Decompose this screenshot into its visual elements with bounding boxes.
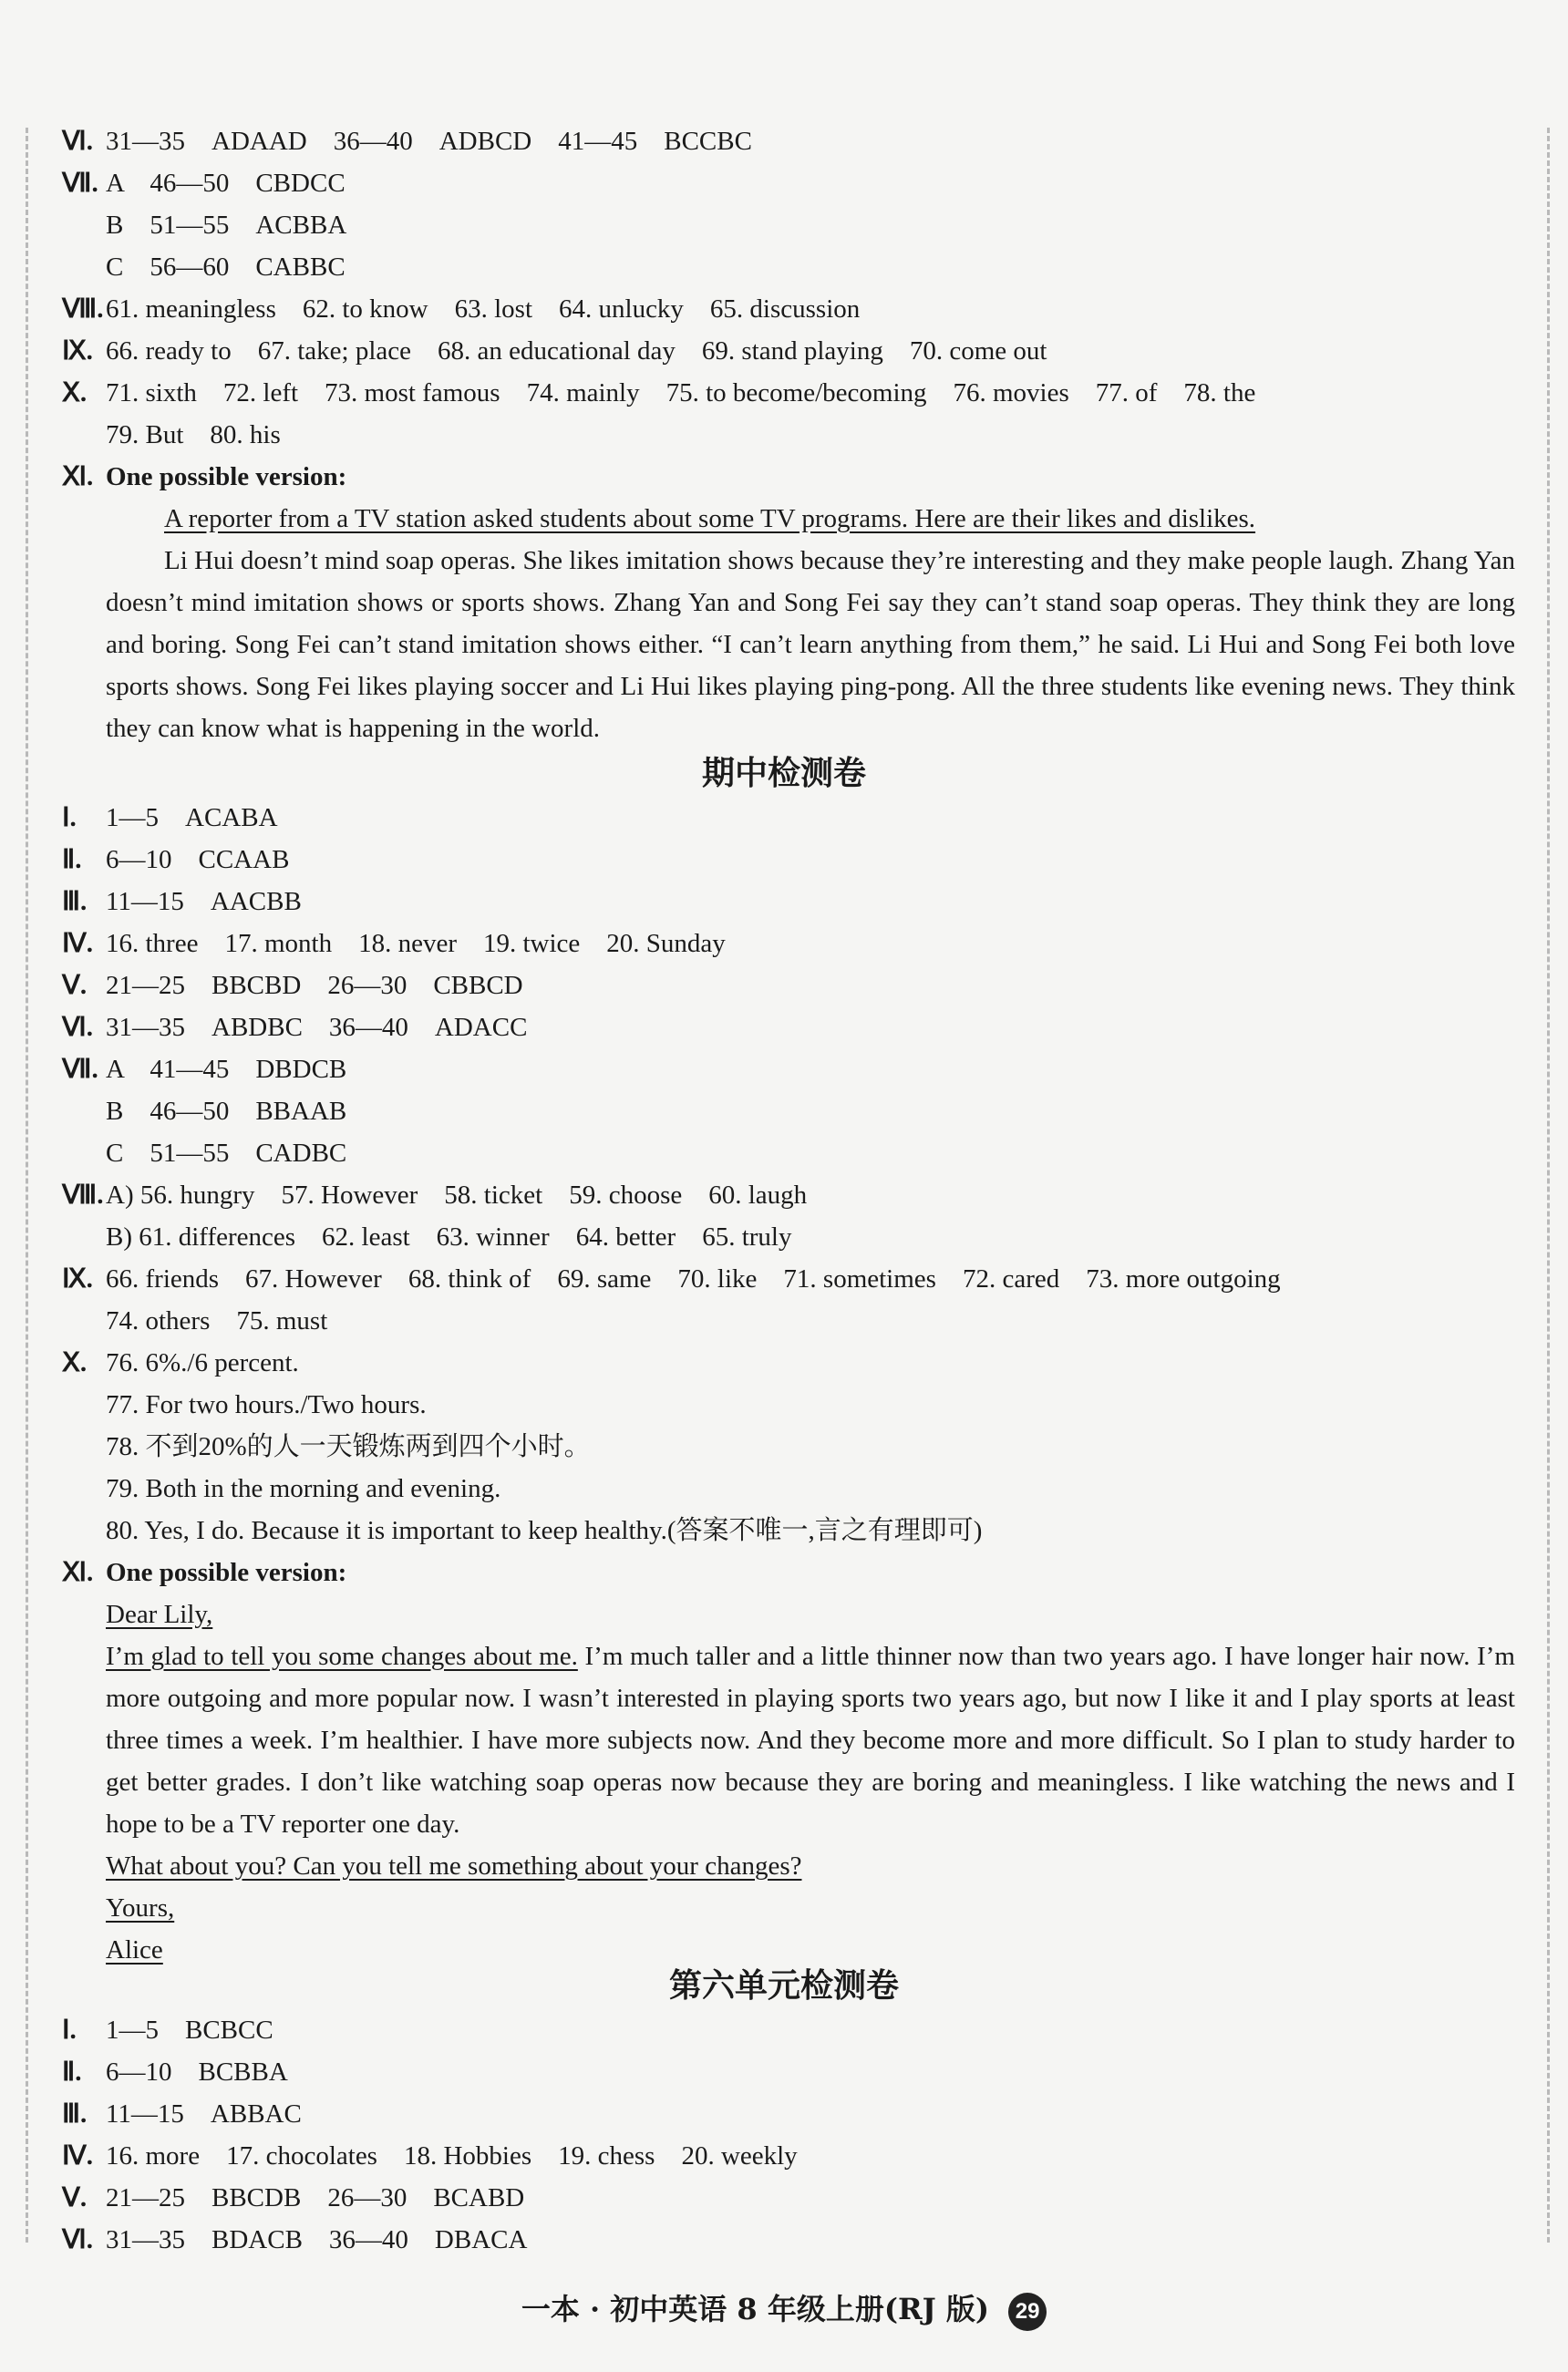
answer-line: Ⅶ. A 46—50 CBDCC xyxy=(62,169,346,198)
page-number-badge: 29 xyxy=(1008,2293,1047,2331)
answer-line: B 46—50 BBAAB xyxy=(106,1097,347,1126)
answer-line: Ⅵ. 31—35 ABDBC 36—40 ADACC xyxy=(62,1013,528,1042)
answer-line: 77. For two hours./Two hours. xyxy=(106,1390,427,1419)
answer-line: 78. 不到20%的人一天锻炼两到四个小时。 xyxy=(106,1432,591,1461)
answer-line: Ⅵ. 31—35 ADAAD 36—40 ADBCD 41—45 BCCBC xyxy=(62,127,752,156)
answer-line: Ⅰ. 1—5 BCBCC xyxy=(62,2016,273,2045)
left-dashed-margin xyxy=(26,128,28,2243)
answer-line: Ⅲ. 11—15 ABBAC xyxy=(62,2099,302,2129)
answer-line: B) 61. differences 62. least 63. winner 64. better 65. truly xyxy=(106,1222,792,1252)
answer-line: Ⅳ. 16. three 17. month 18. never 19. twice 20. Sunday xyxy=(62,929,726,958)
answer-line: Ⅴ. 21—25 BBCDB 26—30 BCABD xyxy=(62,2183,525,2212)
section-title-unit6: 第六单元检测卷 xyxy=(668,1967,899,2005)
letter-closing: What about you? Can you tell me something about your changes? xyxy=(106,1851,802,1881)
answer-line: Ⅵ. 31—35 BDACB 36—40 DBACA xyxy=(62,2225,528,2254)
essay-body: Li Hui doesn’t mind soap operas. She likes imitation shows because they’re interesting and they make people laugh. Zhang Yan doesn’t mind imitation shows or sports shows. Zhang Yan and Song Fei say they can’t stand soap operas. They think they are long and boring. Song Fei can’t stand imitation shows either. “I can’t learn anything from them,” he said. Li Hui and Song Fei both love sports shows. Song Fei likes playing soccer and Li Hui likes playing ping-pong. All the three students like evening news. They think they can know what is happening in the world. xyxy=(106,546,1515,743)
answer-line: Ⅹ. 76. 6%./6 percent. xyxy=(62,1348,299,1377)
essay-topic-sentence: A reporter from a TV station asked students about some TV programs. Here are their likes and dislikes. xyxy=(164,504,1256,533)
book-title: 一本 · 初中英语 8 年级上册(RJ 版) xyxy=(521,2292,989,2326)
section-title-midterm: 期中检测卷 xyxy=(701,755,866,792)
answer-line: C 51—55 CADBC xyxy=(106,1139,347,1168)
answer-line: 80. Yes, I do. Because it is important to keep healthy.(答案不唯一,言之有理即可) xyxy=(106,1516,983,1545)
answer-line: Ⅶ. A 41—45 DBDCB xyxy=(62,1055,347,1084)
answer-line: Ⅰ. 1—5 ACABA xyxy=(62,803,278,832)
answer-line: Ⅱ. 6—10 BCBBA xyxy=(62,2057,288,2087)
answer-line: Ⅺ. One possible version: xyxy=(62,462,347,491)
answer-line: Ⅴ. 21—25 BBCBD 26—30 CBBCD xyxy=(62,971,523,1000)
letter-signature: Alice xyxy=(106,1935,163,1965)
answer-line: Ⅳ. 16. more 17. chocolates 18. Hobbies 19. chess 20. weekly xyxy=(62,2141,798,2171)
right-dashed-margin xyxy=(1547,128,1550,2243)
answer-line: Ⅷ.A) 56. hungry 57. However 58. ticket 59. choose 60. laugh xyxy=(62,1181,808,1210)
answer-line: 74. others 75. must xyxy=(106,1306,328,1336)
letter-greeting: Dear Lily, xyxy=(106,1600,213,1629)
answer-line: 79. But 80. his xyxy=(106,420,281,449)
answer-line: Ⅸ. 66. ready to 67. take; place 68. an educational day 69. stand playing 70. come out xyxy=(62,336,1047,366)
letter-signoff: Yours, xyxy=(106,1893,175,1923)
answer-line: Ⅹ. 71. sixth 72. left 73. most famous 74. mainly 75. to become/becoming 76. movies 77. of 78. the xyxy=(62,378,1256,407)
page-footer xyxy=(0,2286,1568,2331)
answer-line: B 51—55 ACBBA xyxy=(106,211,347,240)
letter-body: I’m glad to tell you some changes about me. I’m much taller and a little thinner now than two years ago. I have longer hair now. I’m more outgoing and more popular now. I wasn’t interested in playing sports two years ago, but now I like it and I play sports at least three times a week. I’m healthier. I have more subjects now. And they become more and more difficult. So I plan to study harder to get better grades. I don’t like watching soap operas now because they are boring and meaningless. I like watching the news and I hope to be a TV reporter one day. xyxy=(106,1642,1515,1839)
answer-line: Ⅲ. 11—15 AACBB xyxy=(62,887,302,916)
answer-line: C 56—60 CABBC xyxy=(106,253,346,282)
answer-line: 79. Both in the morning and evening. xyxy=(106,1474,501,1503)
answer-line: Ⅱ. 6—10 CCAAB xyxy=(62,845,290,874)
answer-line: Ⅷ.61. meaningless 62. to know 63. lost 64. unlucky 65. discussion xyxy=(62,294,861,324)
answer-line: Ⅺ. One possible version: xyxy=(62,1558,347,1587)
answer-line: Ⅸ. 66. friends 67. However 68. think of 69. same 70. like 71. sometimes 72. cared 73. more outgoing xyxy=(62,1264,1281,1294)
